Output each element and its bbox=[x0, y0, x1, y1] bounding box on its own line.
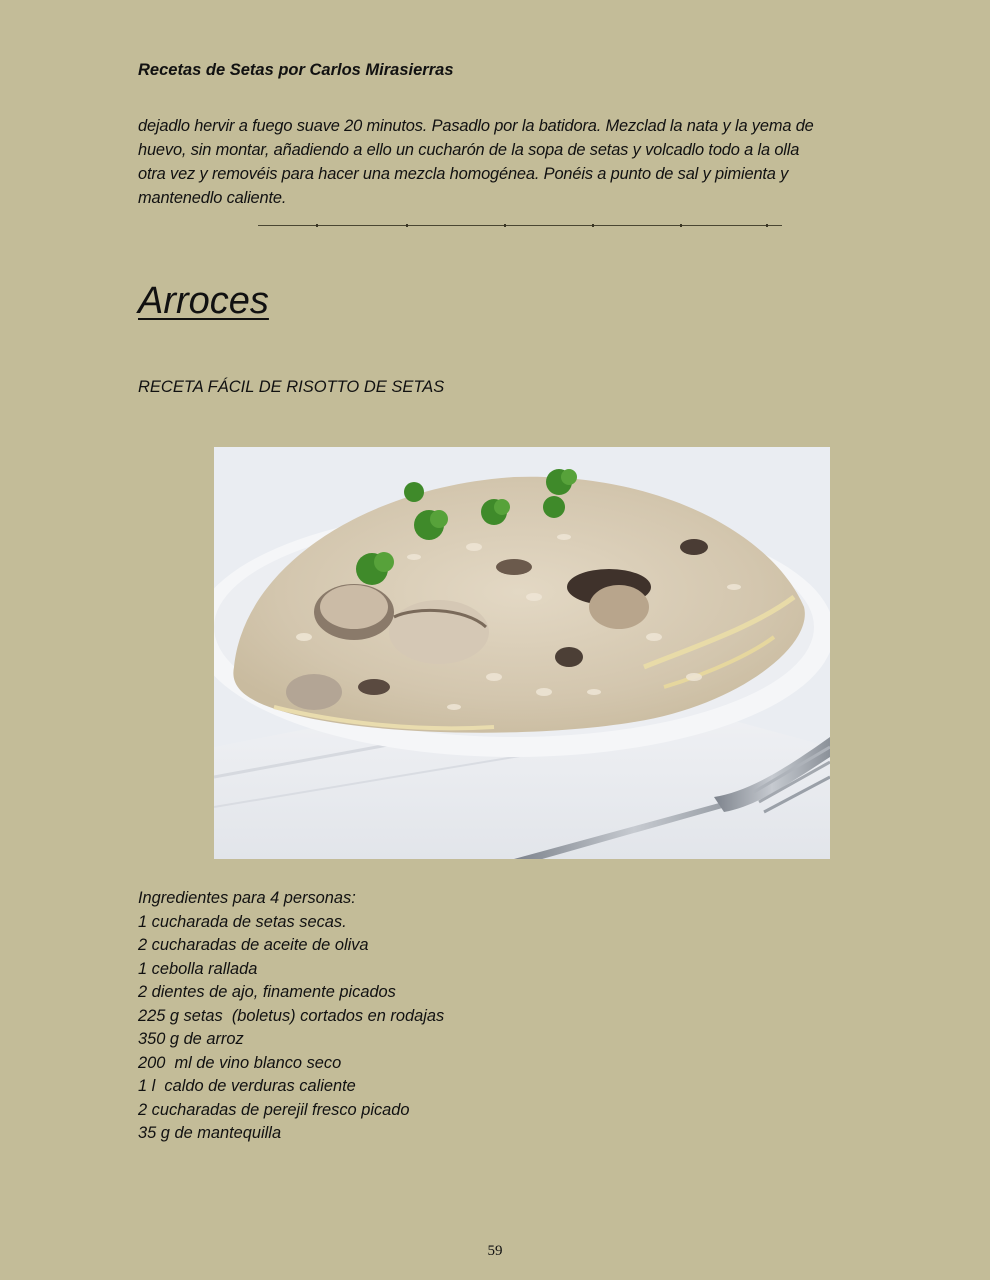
paragraph-line: mantenedlo caliente. bbox=[138, 189, 287, 207]
running-header-title: Recetas de Setas por Carlos Mirasierras bbox=[138, 61, 454, 79]
risotto-photo bbox=[214, 447, 830, 859]
paragraph-line: otra vez y removéis para hacer una mezcla homogénea. Ponéis a punto de sal y pimienta y bbox=[138, 165, 789, 183]
recipe-title: RECETA FÁCIL DE RISOTTO DE SETAS bbox=[138, 378, 445, 396]
ingredient-item: 2 cucharadas de perejil fresco picado bbox=[138, 1100, 410, 1119]
paragraph-line: dejadlo hervir a fuego suave 20 minutos. Pasadlo por la batidora. Mezclad la nata y la yema de bbox=[138, 117, 814, 135]
ingredient-item: 1 cucharada de setas secas. bbox=[138, 912, 347, 931]
ingredient-item: 35 g de mantequilla bbox=[138, 1124, 282, 1142]
ingredients-list bbox=[138, 887, 638, 1146]
page-number: 59 bbox=[487, 1243, 503, 1259]
section-heading: Arroces bbox=[138, 280, 269, 322]
ingredient-item: 2 dientes de ajo, finamente picados bbox=[138, 983, 396, 1001]
ingredients-heading: Ingredientes para 4 personas: bbox=[138, 889, 356, 907]
risotto-illustration bbox=[214, 447, 830, 859]
continuation-paragraph bbox=[138, 114, 898, 210]
ingredient-item: 1 cebolla rallada bbox=[138, 959, 258, 978]
ingredient-item: 2 cucharadas de aceite de oliva bbox=[138, 936, 369, 954]
ingredient-item: 350 g de arroz bbox=[138, 1030, 244, 1048]
ingredient-item: 225 g setas (boletus) cortados en rodajas bbox=[138, 1006, 445, 1025]
section-divider bbox=[258, 225, 782, 226]
ingredient-item: 1 l caldo de verduras caliente bbox=[138, 1077, 356, 1095]
ingredient-item: 200 ml de vino blanco seco bbox=[138, 1053, 342, 1072]
paragraph-line: huevo, sin montar, añadiendo a ello un cucharón de la sopa de setas y volcadlo todo a la olla bbox=[138, 141, 800, 159]
